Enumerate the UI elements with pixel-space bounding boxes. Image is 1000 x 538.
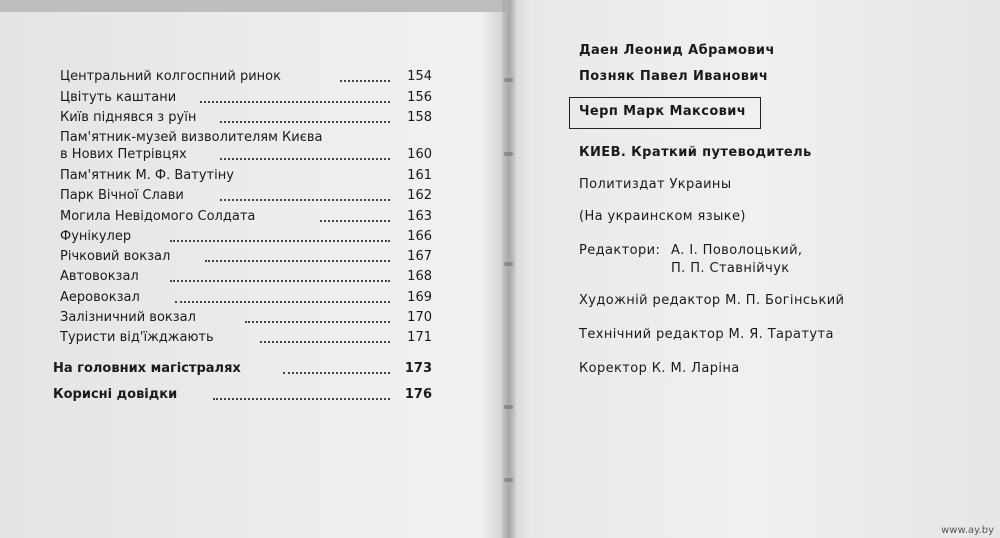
editor-name: П. П. Ставнійчук	[671, 261, 790, 276]
toc-page: 160	[407, 147, 432, 162]
author-name: Черп Марк Максович	[579, 104, 747, 119]
toc-page: 166	[407, 229, 432, 244]
toc-page: 162	[407, 188, 432, 203]
book-title: КИЕВ. Краткий путеводитель	[579, 145, 812, 160]
toc-label: Цвітуть каштани	[60, 90, 177, 105]
toc-label: На головних магістралях	[53, 361, 241, 376]
toc-label: Пам'ятник М. Ф. Ватутіну	[60, 168, 234, 183]
toc-page: 158	[407, 110, 432, 125]
toc-page: 167	[407, 249, 432, 264]
toc-page: 176	[404, 387, 432, 402]
toc-label: в Нових Петрівцях	[60, 147, 187, 162]
toc-page: 171	[407, 330, 432, 345]
toc-label: Туристи від'їжджають	[60, 330, 214, 345]
watermark: www.ay.by	[941, 525, 994, 536]
toc-page: 169	[407, 290, 432, 305]
editors-label: Редактори:	[579, 243, 661, 258]
art-editor: Художній редактор М. П. Богінський	[579, 293, 845, 308]
toc-page: 161	[407, 168, 432, 183]
toc-label: Аеровокзал	[60, 290, 140, 305]
toc-page: 168	[407, 269, 432, 284]
toc-page: 156	[407, 90, 432, 105]
corrector: Коректор К. М. Ларіна	[579, 361, 740, 376]
tech-editor: Технічний редактор М. Я. Таратута	[579, 327, 834, 342]
toc-label: Центральний колгоспний ринок	[60, 69, 281, 84]
toc-label: Автовокзал	[60, 269, 139, 284]
toc-label: Корисні довідки	[53, 387, 178, 402]
toc-page: 170	[407, 310, 432, 325]
editor-name: А. І. Поволоцький,	[671, 243, 803, 258]
toc-label: Парк Вічної Слави	[60, 188, 184, 203]
toc-label: Могила Невідомого Солдата	[60, 209, 256, 224]
toc-label: Річковий вокзал	[60, 249, 171, 264]
toc-label: Залізничний вокзал	[60, 310, 196, 325]
toc-label: Фунікулер	[60, 229, 132, 244]
toc-label: Київ піднявся з руїн	[60, 110, 197, 125]
toc-page: 163	[407, 209, 432, 224]
toc-label: Пам'ятник-музей визволителям Києва	[60, 130, 323, 145]
author-name: Позняк Павел Иванович	[579, 69, 769, 84]
toc-page: 154	[407, 69, 432, 84]
publisher: Политиздат Украины	[579, 177, 732, 192]
toc-page: 173	[404, 361, 432, 376]
author-name: Даен Леонид Абрамович	[579, 43, 775, 58]
language-note: (На украинском языке)	[579, 209, 746, 224]
